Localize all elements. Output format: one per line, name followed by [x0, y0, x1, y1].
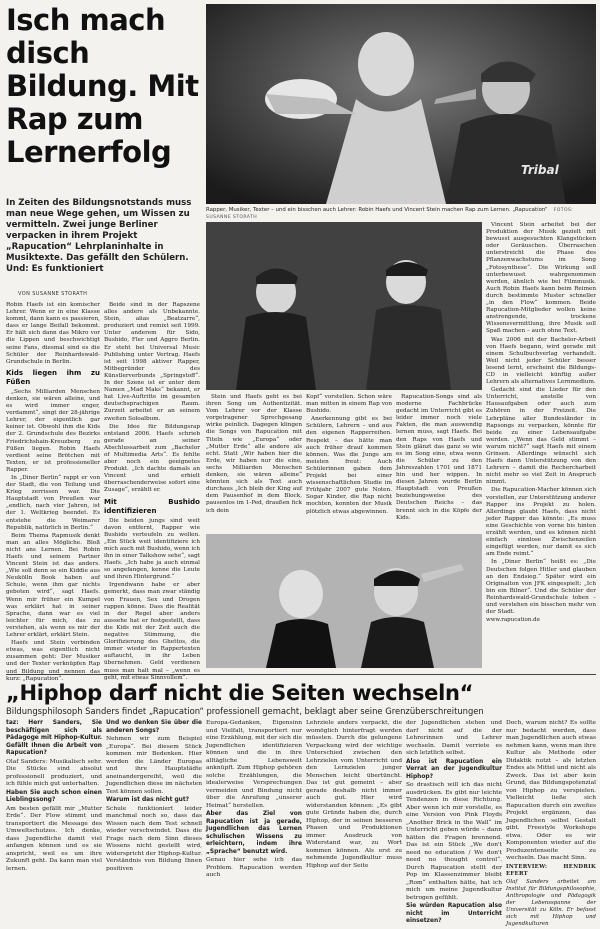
interview-column-6: [506, 720, 596, 929]
crosshead: Mit Bushido identifizieren: [104, 497, 200, 515]
paragraph: Beide sind in der Rapszene alles andere als Unbekannte. Stein, alias „Beatzarre“, produziert und remixt seit 1999. Unter anderem für Sido, Bushido, Fler und Aggro Berlin. Er steht bei Universal Music Publishing unter Vertrag. Haefs ist seit 1998 aktiver Rapper, Mitbegründer des Künstlerverbunds „Springstoff“. In der Szene ist er unter dem Namen „Mad Maks“ bekannt, er hat Live-Auftritte im gesamten deutschsprachigen Raum. Zurzeit arbeitet er an seinem zweiten Soloalbum.: [104, 302, 200, 422]
question: Haben Sie auch schon einen Lieblingssong?: [6, 789, 102, 803]
photo-credit: FOTOS: SUSANNE STORATH: [206, 208, 574, 220]
website-url: www.rapucation.de: [486, 617, 540, 624]
shirt-print: Tribal: [521, 163, 559, 177]
photo-top: [206, 4, 596, 204]
article-column-2: [104, 302, 200, 683]
answer: Olaf Sanders: Musikalisch sehr. Die Stücke sind absolut professionell produziert, und ich fühle mich gut unterhalten.: [6, 758, 102, 787]
paragraph: Vincent Stein arbeitet bei der Produktion der Musik gezielt mit bewusst ausgesuchten Klangstücken oder Geräuschen. Überraschen unterstreicht die Phase des Pflanzenwachstums im Song „Fotosynthese“. Die Wirkung soll unterbewusst wahrgenommen werden, ähnlich wie bei Filmmusik. Auch Robin Haefs kann beim Reimen durch bestimmte Muster schneller „in den Flow“ kommen. Beide Rapucation-Mitglieder wollen keine anstrengende, trockene Wissensvermittlung, ihre Musik soll Spaß machen – auch ohne Text.: [486, 222, 596, 335]
answer: Lehrziele anders verpackt, die womöglich hinterfragt werden müssten. Durch die gelungene Verpackung wird der wichtige Unterschied zwischen den Lehrzielen vom Unterricht und den Lernzielen junger Menschen leicht übertüncht. Das ist gut gemeint – aber gerade deshalb nicht immer auch gut. Hier wird widerstanden können: „Es gibt gute Gründe haben die, durch Hiphop, der in seinen besseren Phasen und Produktionen immer Ausdruck von Widerstand war, zu Wort kommen können. Als erst zu nehmende Jugendkultur muss Hiphop auf der Seite: [306, 720, 402, 869]
interview-subline: Bildungsphilosoph Sanders findet „Rapucation“ professionell gemacht, beklagt aber seine Grenzüberschreitungen: [6, 706, 484, 716]
question: taz: Herr Sanders, Sie beschäftigen sich als Pädagoge mit Hiphop-Kultur. Gefällt Ihnen die Arbeit von Rapucation?: [6, 720, 102, 756]
paragraph: Kopf“ vorstellen. Schon wäre man mitten in einem Rap von Bushido.: [306, 394, 392, 415]
paragraph: In „Diner Berlin“ rappt er von der Stadt, die von Teilung und Krieg zerrissen war. Die Hauptstadt von Preußen war „endlich, nach vier Jahren, ist der 1. Weltkrieg beendet. Es entstehe die Weimarer Republik, natürlich in Berlin.“: [6, 474, 100, 531]
paragraph: Stein und Haefs geht es bei ihren Song um Authentizität. Vom Lehrer vor der Klasse vorgetragener Sprechgesang wirke peinlich. Dagegen klingen die Songs von Rapucation mit Titeln wie „Europa“ oder „Mutter Erde“ alle andere als echt. Statt „Wir haben hier die Erde, wir haben nur die eine, sechs Milliarden Menschen denken, sie wären alleine“ könnten sich als Text auch durchaus „Ich bleib der King auf dem Pausenhof in dem Block, pausenlos im 1-Ped, draußen fick ich dein: [206, 394, 302, 514]
paragraph: Beim Thema Rapmusik denkt man an alles Mögliche. Bloß nicht ans Lernen. Bei Robin Haefs und seinem Partner Vincent Stein ist das anders. „Wie soll denn so ein Kiddie aus Neukölln Book haben auf Schule, wenn ihm gar nichts geboten wird“, sagt Haefs. Wenn mir früher ein Kumpel was erklärt hat in seiner Sprache, dann war es viel leichter für mich, das zu verstehen, als wenn es mir der Lehrer erklärt, erklärt Stein.: [6, 532, 100, 639]
interview-column-2: [106, 720, 202, 874]
question: Also ist Rapucation ein Verrat an der Jugendkultur Hiphop?: [406, 758, 502, 780]
photo-middle: [206, 222, 482, 390]
article-column-6: [486, 222, 596, 625]
question: Aber das Ziel von Rapucation ist ja gerade, Jugendlichen das Lernen schulischen Wissens zu erleichtern, indem ihre „Sprache“ benutzt wird.: [206, 811, 302, 855]
paragraph: Rapucation-Songs sind als moderne Fachbrücke gedacht im Unterricht gibt es leider immer noch viele Fakten, die man auswendig lernen muss, sagt Haefs. Bei den Raps von Haefs und Stein glänzt das ganz so wie es im Song eine, etwa wenn die Schüler zu den Jahreszahlen 1701 und 1871 hin und her wippen. In diesen Jahren wurde Berlin Hauptstadt von Preußen beziehungsweise des Deutschen Reichs – das brennt sich in die Köpfe der Kids.: [396, 394, 482, 521]
answer: Europa-Gedanken, Eigensinn und Vielfalt, transportiert nur eine Erzählung, mit der sich die Jugendlichen identifizieren können und die in ihre alltägliche Lebenswelt anknüpft. Zum Hiphop gehören solche Erzählungen, die idealerweise Versprechungen vermeiden und Bindung nicht über die Anrufung „unserer Heimat“ herstellen.: [206, 720, 302, 809]
interview-headline: „Hiphop darf nicht die Seiten wechseln“: [6, 681, 474, 705]
paragraph: In „Diner Berlin“ heißt es: „Die Deutschen folgen Hitler und glauben an den Endsieg.“ Später wird ein Originalton von JFK eingespielt: „Ich bin ein Bilner“. Und die Schüler der Reinhardswald-Grundschule toben – und verstehen ein bisschen mehr von der Stadt.: [486, 559, 596, 616]
paragraph: Irgendwann habe er aber gemerkt, dass man zwar ständig von Frauen, Sex und Drogen rappen könne. Dass die Realität in der Regel aber anders aussehe hat er festgestellt, dass die Kids mit der Zeit auch die negative Stimmung, die Glorifizierung des Ghettos, die immer wieder in Rappertexten auftaucht, in ihr Leben übernehmen. Geld verdienen muss man halt mal – „wenn es geht, mit etwas Sinnvollem“.: [104, 582, 200, 681]
article-column-3: [206, 394, 302, 516]
intro-text: In Zeiten des Bildungsnotstands muss man neue Wege gehen, um Wissen zu vermitteln. Zwei junge Berliner verpacken in ihrem Projekt „Rapucation“ Lehrplaninhalte in Musiktexte. Das gefällt den Schülern. Und: Es funktioniert: [6, 198, 192, 274]
paragraph: Die Rapucation-Macher können sich vorstellen, zur Unterstützung anderer Rapper ins Projekt zu holen. Allerdings glaubt Haefs, dass nicht jeder Rapper das könnte: „Es muss eine Geschichte von vorne bis hinten erzählt werden, und es können nicht einfach sinnlose Zwischenzeilen eingefügt werden, nur damit es sich am Ende reimt.“: [486, 487, 597, 558]
interview-column-5: [406, 720, 502, 927]
paragraph: Anerkennung gibt es bei Schülern, Lehrern – und aus den eigenen Rapperreihen. Respekt – das hätte man auch früher drauf kommen können. Was die Jungs am meisten freut: Auch Schülerinnen gaben dem Projekt bei einer wissenschaftlichen Studie im Frühjahr 2007 gute Noten. Sogar Kinder, die Rap nicht mochten, konnten der Musik plötzlich etwas abgewinnen.: [306, 416, 392, 515]
paragraph: Die beiden jungs sind weit davon entfernt, Rapper wie Bushido verteufeln zu wollen. „Ein Stück weit identifiziere ich mich auch mit Bushido, wenn ich ihn in einer Talkshow sehe“, sagt Haefs. „Ich habe ja auch einmal so angefangen, kenne die Leute und ihren Hintergrund.“: [104, 517, 200, 581]
answer: Doch, warum nicht? Es sollte nur bedacht werden, dass man Jugendlichen auch etwas nehmen kann, wenn man ihre Kultur als Methode oder Didaktik nutzt – als letzten Endes als Mittel und nicht als Zweck. Das ist aber kein Grund, das Bildungspotenzial von Hiphop zu verspielen. Vielleicht ließe sich Rapucation durch ein zweites Projekt ergänzen, das Jugendlichen selbst Gestalt gibt. Freestyle Workshops etwa. Oder es wir Komponenten wieder auf die Produzentenseite zu wechseln. Das macht Sinn.: [506, 720, 596, 861]
answer: Schule funktioniert leider manchmal noch so, dass das Wissen nach dem Test schnell wieder verschwindet. Dass die Frage nach dem Sinn dieses Wissens nicht gestellt wird, widerspricht der Hiphop-Kultur. Verständnis von Bildung Ihnen positiven: [106, 805, 202, 872]
article-column-1: [6, 302, 100, 684]
interview-column-3: [206, 720, 302, 881]
paragraph: Haefs und Stein verbinden etwas, was eigentlich nicht zusammen geht: Der Musiker und der Texter verknüpfen Rap und Bildung und nennen das kurz: „Rapucation“.: [6, 640, 100, 682]
photo-caption: [206, 207, 596, 221]
interview-column-1: [6, 720, 102, 874]
paragraph: „Sechs Milliarden Menschen denken, sie wären alleine, und es wird immer enger, verdammt“, singt der 28-jährige Lehrer, der eigentlich gar keiner ist. Obwohl ihm die Kids der 2. Grundschule des Bezirks Friedrichshain-Kreuzberg zu Füßen liegen. Robin Haefs verdient seine Brötchen mit Texten, er ist professioneller Rapper.: [6, 388, 100, 473]
article-column-4: [306, 394, 392, 517]
byline: VON SUSANNE STORATH: [18, 291, 88, 297]
answer: Nehmen wir zum Beispiel „Europa“. Bei diesem Stück kommen mir Bedenken. Hier werden die Länder Europas und ihre Hauptstädte aneinandergereiht, weil die Jugendlichen diese im nächsten Test können sollen.: [106, 736, 202, 795]
headline: Isch mach disch Bildung. Mit Rap zum Lernerfolg: [6, 3, 199, 169]
paragraph: Gedacht sind die Lieder für den Unterricht, anstelle von Hausaufgaben oder auch zum Zuhören in der Freizeit. Die Lehrpläne aller Bundesländer in Rapsongs zu verpacken, könnte für beide zu einer Lebensaufgabe werden. „Wenn das Geld stimmt – warum nicht?“ sagt Haefs mit einem Grinsen. Allerdings wünscht sich Haefs dann Unterstützung von den Lehrern – damit die Rechercharbeit nicht mehr so viel Zeit in Anspruch nimmt.: [486, 387, 596, 486]
paragraph: Was 2006 mit der Bachelor-Arbeit von Haefs begann, wird gerade mit einem Schulbuchverlag verhandelt. Weil nicht jeder Schüler besser lesend lernt, erscheint die Bildungs-CD in vielleicht künftig außer Lehrern als alternatives Lernmedium.: [486, 336, 596, 386]
question: Sie würden Rapucation also nicht im Unterricht einsetzen?: [406, 903, 502, 924]
caption-text: Rapper, Musiker, Texter – und ein bisschen auch Lehrer: Robin Haefs und Vincent Stein machen Rap zum Lernen. „Rapucation“: [206, 207, 548, 213]
article-column-5: [396, 394, 482, 523]
answer: So drastisch will ich das nicht ausdrücken. Es gibt nur leichte Tendenzen in diese Richtung. Aber wenn ich mir vorstelle, es eine Version von Pink Floyds „Another Brick in the Wall“ im Unterricht geben würde – dann hätten die Fragen brennend. Das ist ein Stück „We don't need no education / We don't need no thought control“. Durch Rapucation stellt der Pop im Klassenzimmer bleibt „Rom“ enthalten hätte, hat ich mich um meine Jugendkultur betrogen gefühlt.: [406, 782, 502, 901]
answer: Am besten gefällt mir „Mutter Erde“. Der Flow stimmt und transportiert die Message des Umweltschutzes. Ich denke, dass Jugendliche damit viel anfangen können und es sie anspricht, weil es um ihre Zukunft geht. Da kann man viel lernen.: [6, 805, 102, 872]
paragraph: Die Idee für Bildungsrap entstand 2006. Haefs schrieb gerade an seiner Abschlussarbeit zum „Bachelor of Multimedia Arts“. Es fehlte aber noch ein geeignetes Produkt. „Ich dachte damals an Vincent und erhielt überraschenderweise sofort eine Zusage“, erzählt er.: [104, 423, 200, 494]
answer: der Jugendlichen stehen und darf nicht auf die der Lehrerinnen und Lehrer wechseln. Damit verriete es sich letztlich selbst.: [406, 720, 502, 756]
question: Warum ist das nicht gut?: [106, 797, 190, 803]
credit-text: INTERVIEW: HENDRIK EFERT: [506, 863, 596, 877]
answer: Genau hier sehe ich das Problem. Rapucation werden auch: [206, 857, 302, 878]
interview-column-4: [306, 720, 402, 871]
paragraph: Robin Haefs ist ein komischer Lehrer. Wenn er in eine Klasse kommt, dann kann es passieren, dass er lange Beifall bekommt. Er hält sich dann das Mikro vor die Lippen und beschwichtigt seine Fans, diesmal sind es die Schüler der Reinhardswald-Grundschule in Berlin.: [6, 302, 100, 365]
interview-credit: [506, 864, 596, 878]
crosshead: Kids liegen ihm zu Füßen: [6, 368, 100, 386]
section-divider: [6, 674, 596, 675]
author-bio: Olaf Sanders arbeitet am Institut für Bildungsphilosophie, Anthropologie und Pädagogik der Lebensspanne der Universität zu Köln. Er befasst sich mit Hiphop und Jugendkulturen: [506, 878, 596, 927]
photo-bottom: [206, 534, 482, 668]
question: Und wo denken Sie über die anderen Songs?: [106, 720, 202, 734]
